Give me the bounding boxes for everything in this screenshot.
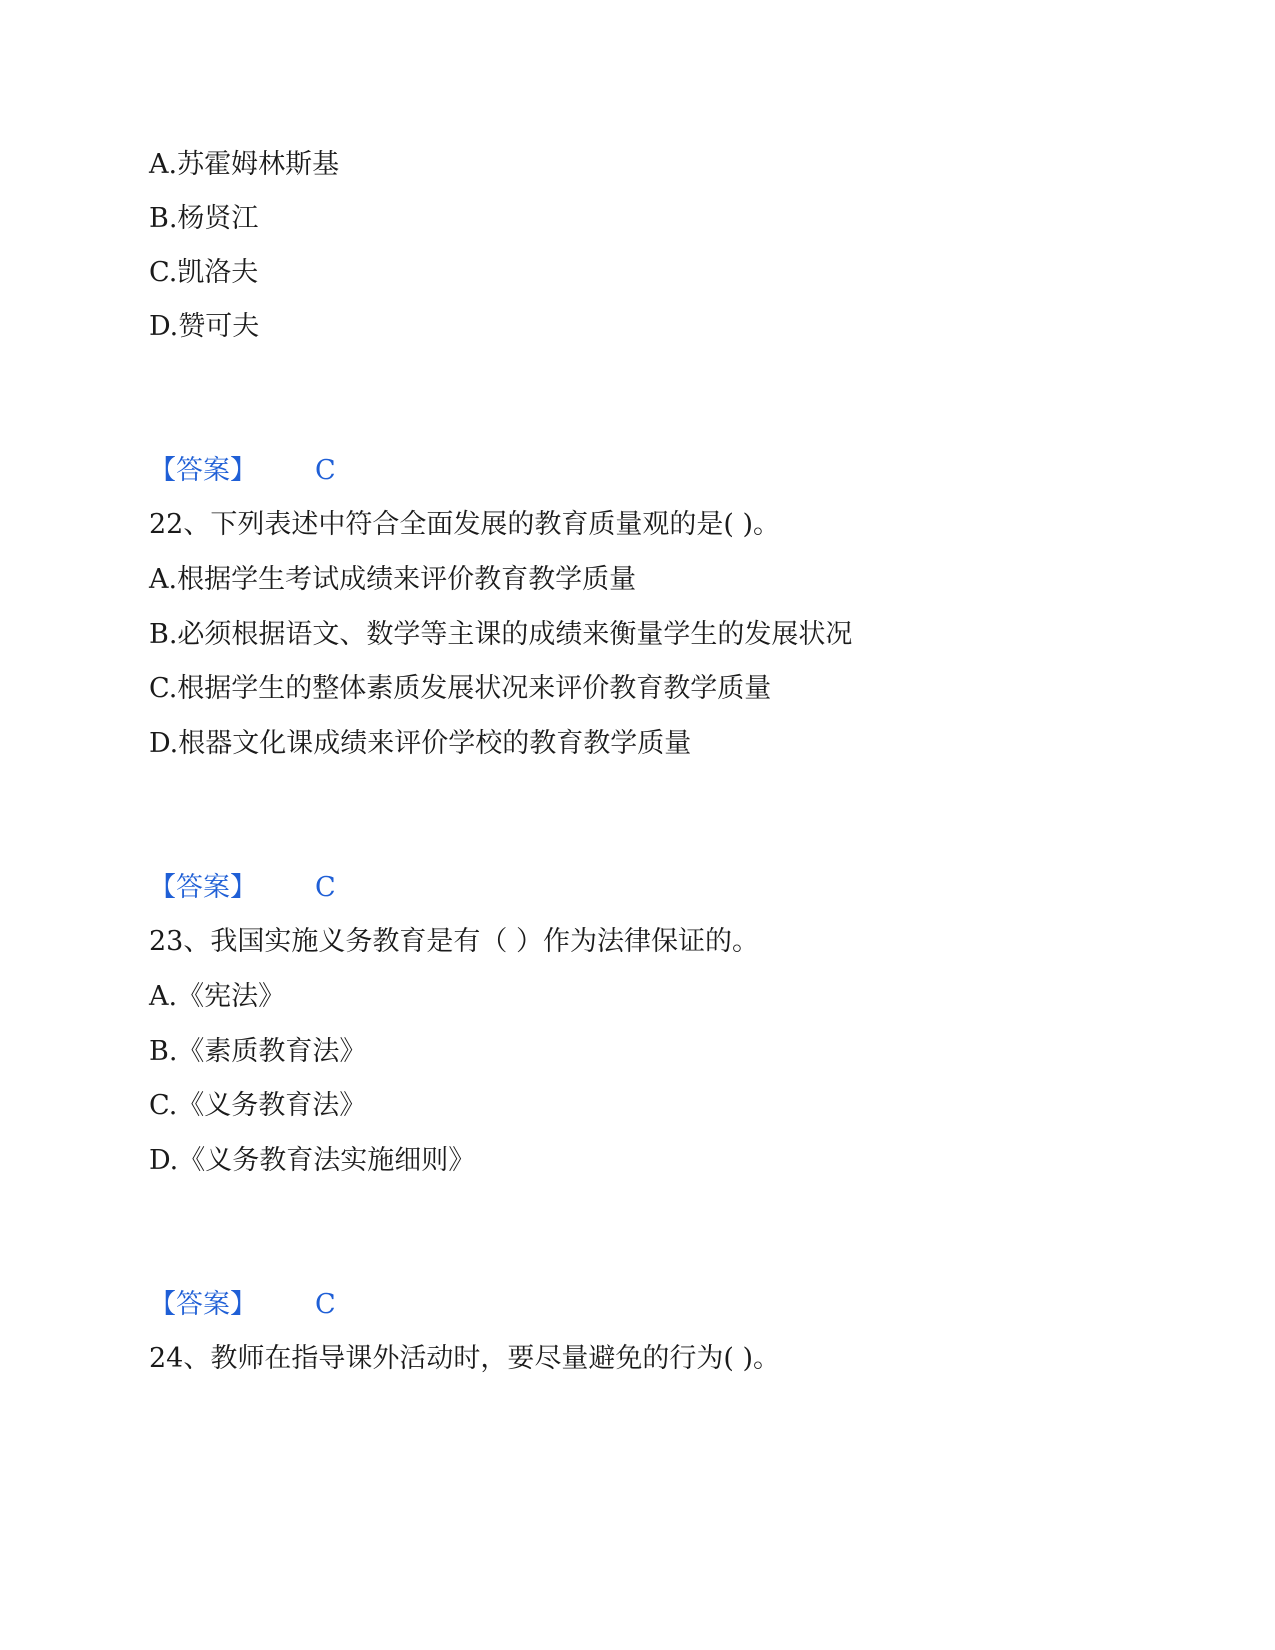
answer-label: 【答案】	[149, 455, 257, 486]
q23-question: 23、我国实施义务教育是有（ ）作为法律保证的。	[149, 926, 759, 957]
q23-answer	[149, 1288, 336, 1322]
q23-option-c: C.《义务教育法》	[149, 1090, 367, 1121]
q22-answer	[149, 871, 336, 905]
q21-option-b: B.杨贤江	[149, 203, 259, 234]
q22-question: 22、下列表述中符合全面发展的教育质量观的是( )。	[149, 509, 781, 540]
answer-label: 【答案】	[149, 872, 257, 903]
answer-label: 【答案】	[149, 1289, 257, 1320]
q21-option-a: A.苏霍姆林斯基	[149, 149, 340, 180]
q22-option-a: A.根据学生考试成绩来评价教育教学质量	[149, 564, 637, 595]
q22-option-d: D.根器文化课成绩来评价学校的教育教学质量	[149, 728, 692, 759]
q23-option-d: D.《义务教育法实施细则》	[149, 1145, 476, 1176]
q21-option-c: C.凯洛夫	[149, 257, 259, 288]
q23-option-b: B.《素质教育法》	[149, 1036, 367, 1067]
answer-value: C	[315, 455, 336, 486]
answer-value: C	[315, 1289, 336, 1320]
q24-question: 24、教师在指导课外活动时，要尽量避免的行为( )。	[149, 1343, 781, 1374]
q21-option-d: D.赞可夫	[149, 311, 260, 342]
q22-option-b: B.必须根据语文、数学等主课的成绩来衡量学生的发展状况	[149, 619, 853, 650]
answer-value: C	[315, 872, 336, 903]
q21-answer	[149, 454, 336, 488]
q23-option-a: A.《宪法》	[149, 981, 286, 1012]
q22-option-c: C.根据学生的整体素质发展状况来评价教育教学质量	[149, 673, 772, 704]
